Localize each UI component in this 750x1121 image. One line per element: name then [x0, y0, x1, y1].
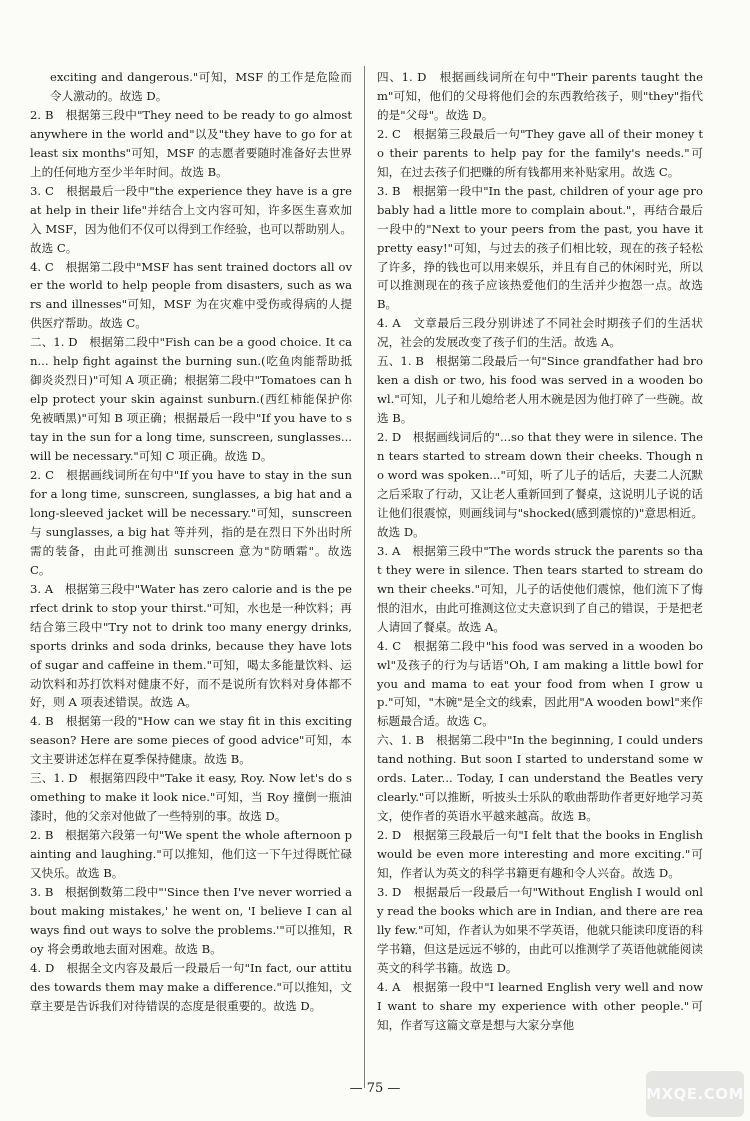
- answer-paragraph: 4. C 根据第二段中"MSF has sent trained doctors all over the world to help people from disasters, such as wars and illnesses"可知，MSF 为在灾难中受伤或得病的人提供医疗帮助。故选 C。: [30, 259, 352, 331]
- answer-paragraph: 3. B 根据第一段中"In the past, children of your age probably had a little more to complain about."，再结合最后一段中的"Next to your peers from the past, you have it pretty easy!"可知，与过去的孩子们相比较，现在的孩子轻松了许多，挣的钱也可以用来娱乐，并且有自己的休闲时光，所以可以推测现在的孩子应该热爱他们的生活并少抱怨一点。故选 B。: [377, 183, 703, 312]
- answer-paragraph: 4. C 根据第二段中"his food was served in a wooden bowl"及孩子的行为与话语"Oh, I am making a little bowl for you and mama to eat your food from when I grow up."可知，"木碗"是全文的线索，因此用"A wooden bowl"来作标题最合适。故选 C。: [377, 638, 703, 729]
- answer-paragraph: 4. A 文章最后三段分别讲述了不同社会时期孩子们的生活状况，社会的发展改变了孩子们的生活。故选 A。: [377, 316, 703, 350]
- right-answer-column: [377, 68, 703, 1035]
- answer-paragraph: 3. A 根据第三段中"Water has zero calorie and is the perfect drink to stop your thirst."可知，水也是一种饮料；再结合第三段中"Try not to drink too many energy drinks, sports drinks and soda drinks, because they have lots of sugar and caffeine in them."可知，喝太多能量饮料、运动饮料和苏打饮料对健康不好，而不是说所有饮料对身体都不好，则 A 项表述错误。故选 A。: [30, 581, 352, 710]
- answer-paragraph: 2. D 根据画线词后的"...so that they were in silence. Then tears started to stream down their cheeks. Though no word was spoken..."可知，听了儿子的话后，夫妻二人沉默之后采取了行动，又让老人重新回到了餐桌，这说明儿子说的话让他们很震惊，则画线词与"shocked(感到震惊的)"意思相近。故选 D。: [377, 430, 703, 539]
- answer-paragraph: 3. A 根据第三段中"The words struck the parents so that they were in silence. Then tears started to stream down their cheeks."可知，儿子的话使他们震惊，他们流下了悔恨的泪水，由此可推测这位丈夫意识到了自己的错误，于是把老人请回了餐桌。故选 A。: [377, 543, 703, 634]
- answer-paragraph: 五、1. B 根据第二段最后一句"Since grandfather had broken a dish or two, his food was served in a wooden bowl."可知，儿子和儿媳给老人用木碗是因为他打碎了一些碗。故选 B。: [377, 354, 703, 426]
- answer-paragraph: 二、1. D 根据第二段中"Fish can be a good choice. It can... help fight against the burning sun.(吃鱼肉能帮助抵御炎炎烈日)"可知 A 项正确；根据第二段中"Tomatoes can help protect your skin against sunburn.(西红柿能保护你免被晒黑)"可知 B 项正确；根据最后一段中"If you have to stay in the sun for a long time, sunscreen, sunglasses... will be necessary."可知 C 项正确。故选 D。: [30, 335, 352, 464]
- watermark-logo: MXQE.COM: [646, 1071, 744, 1117]
- answer-paragraph: 4. D 根据全文内容及最后一段最后一句"In fact, our attitudes towards them may make a difference."可以推知，文章主要是告诉我们对待错误的态度是很重要的。故选 D。: [30, 960, 352, 1013]
- answer-paragraph: exciting and dangerous."可知，MSF 的工作是危险而令人激动的。故选 D。: [50, 70, 352, 103]
- answer-paragraph: 4. B 根据第一段的"How can we stay fit in this exciting season? Here are some pieces of good advice"可知，本文主要讲述怎样在夏季保持健康。故选 B。: [30, 714, 352, 767]
- answer-paragraph: 六、1. B 根据第二段中"In the beginning, I could understand nothing. But soon I started to understand some words. Later... Today, I can understand the Beatles very clearly."可以推断，听披头士乐队的歌曲帮助作者更好地学习英文，使作者的英语水平越来越高。故选 B。: [377, 733, 703, 824]
- answer-paragraph: 2. C 根据第三段最后一句"They gave all of their money to their parents to help pay for the family's needs."可知，在过去孩子们把赚的所有钱都用来补贴家用。故选 C。: [377, 126, 703, 179]
- column-divider: [364, 66, 365, 1088]
- left-answer-column: [30, 68, 352, 1016]
- answer-paragraph: 3. D 根据最后一段最后一句"Without English I would only read the books which are in Indian, and there are really few."可知，作者认为如果不学英语，他就只能读印度语的科学书籍，但这是远远不够的，由此可以推测学了英语他就能阅读英文的科学书籍。故选 D。: [377, 884, 703, 975]
- answer-paragraph: 2. B 根据第三段中"They need to be ready to go almost anywhere in the world and"以及"they have to go for at least six months"可知，MSF 的志愿者要随时准备好去世界上的任何地方至少半年时间。故选 B。: [30, 107, 352, 179]
- answer-paragraph: 3. B 根据倒数第二段中"'Since then I've never worried about making mistakes,' he went on, 'I believe I can always find out ways to solve the problems.'"可以推知，Roy 将会勇敢地去面对困难。故选 B。: [30, 884, 352, 956]
- answer-paragraph: 2. C 根据画线词所在句中"If you have to stay in the sun for a long time, sunscreen, sunglasses, a big hat and a long-sleeved jacket will be necessary."可知，sunscreen 与 sunglasses, a big hat 等并列，指的是在烈日下外出时所需的装备，由此可推测出 sunscreen 意为"防晒霜"。故选 C。: [30, 468, 352, 577]
- page-number: — 75 —: [349, 1081, 401, 1096]
- answer-paragraph: 2. B 根据第六段第一句"We spent the whole afternoon painting and laughing."可以推知，他们这一下午过得既忙碌又快乐。故选 B。: [30, 828, 352, 881]
- answer-paragraph: 4. A 根据第一段中"I learned English very well and now I want to share my experience with other people."可知，作者写这篇文章是想与大家分享他: [377, 979, 703, 1032]
- answer-paragraph: 三、1. D 根据第四段中"Take it easy, Roy. Now let's do something to make it look nice."可知，当 Roy 撞倒一瓶油漆时，他的父亲对他做了一些特别的事。故选 D。: [30, 771, 352, 824]
- answer-paragraph: 四、1. D 根据画线词所在句中"Their parents taught them"可知，他们的父母将他们会的东西教给孩子，则"they"指代的是"父母"。故选 D。: [377, 70, 703, 122]
- answer-paragraph: 2. D 根据第三段最后一句"I felt that the books in English would be even more interesting and more exciting."可知，作者认为英文的科学书籍更有趣和令人兴奋。故选 D。: [377, 828, 703, 881]
- answer-paragraph: 3. C 根据最后一段中"the experience they have is a great help in their life"并结合上文内容可知，许多医生喜欢加入 MSF，因为他们不仅可以得到工作经验，也可以帮助别人。故选 C。: [30, 183, 352, 255]
